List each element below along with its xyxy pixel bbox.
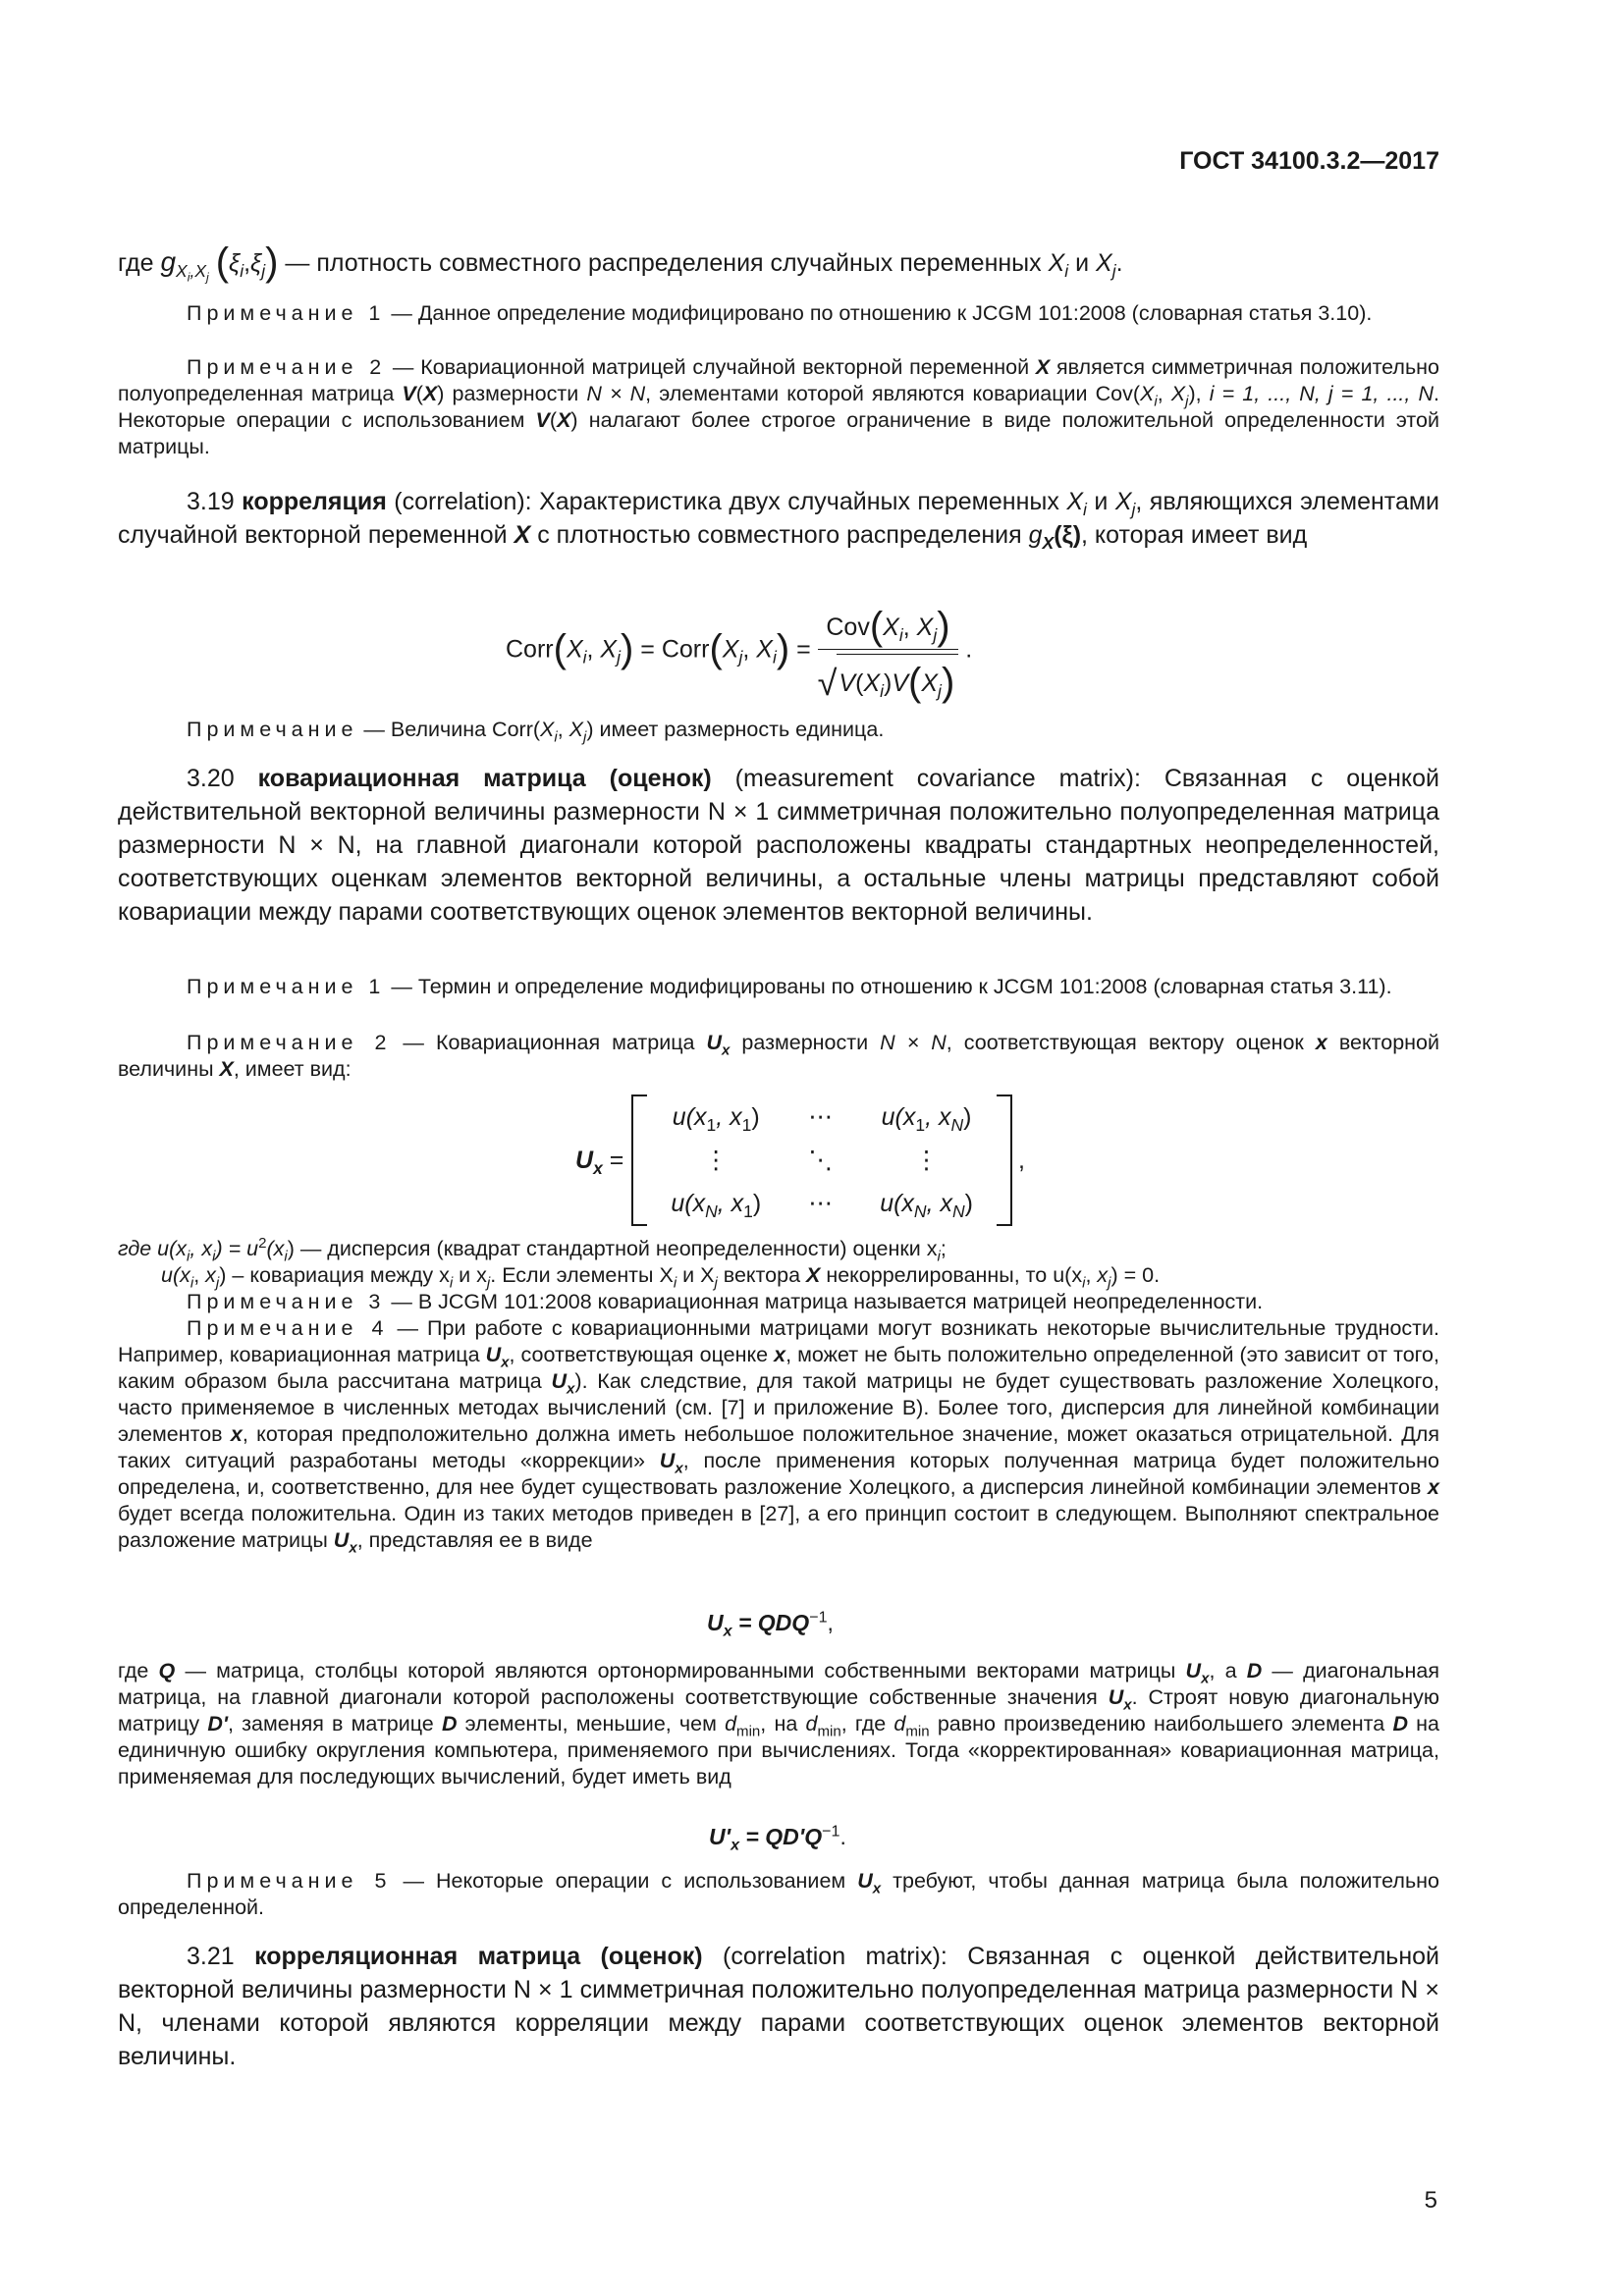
section-3-21: 3.21 корреляционная матрица (оценок) (correlation matrix): Связанная с оценкой действительной векторной величины размерности N × 1 симметричная положительно полуопределенная матрица размерности N × N, членами которой являются корреляции между парами соответствующих оценок элементов векторной величины. [118,1943,1439,2070]
note-correlation: Примечание — Величина $Corr(X_i$, $X_j$) имеет размерность единица. [187,718,885,746]
note-3-20-2: Примечание 2 — Ковариационная матрица $U_x$ размерности N × N, соответствующая вектору оценок x векторной величины X, имеет вид: [118,1031,1439,1081]
matrix-cell-3-3: $u(x_N$, $x_N$) [880,1190,973,1221]
corrected-matrix-formula: $U'_x = QD'Q^{-1}$. [709,1822,846,1854]
section-3-19: 3.19 корреляция (correlation): Характеристика двух случайных переменных $X_i$ и $X_j$, являющихся элементами случайной векторной переменной X с плотностью совместного распределения $g_X(\xi)$, которая имеет вид [118,488,1440,553]
correlation-formula: $Corr(X_i$, $X_j$) = $Corr(X_j$, $X_i$) = $\frac{Cov(X_i, X_j)}{√V(X_i)V(X_j)}$ . [506,601,972,701]
where-q-paragraph: где Q — матрица, столбцы которой являются ортонормированными собственными векторами матрицы $U_x$, а D — диагональная матрица, на главной диагонали которой расположены соответствующие собственные значения $U_x$. Строят новую диагональную матрицу D', заменяя в матрице D элементы, меньшие, чем $d_{min}$, на $d_{min}$, где $d_{min}$ равно произведению наибольшего элемента D на единичную ошибку округления компьютера, применяемого при вычислениях. Тогда «корректированная» ковариационная матрица, применяемая для последующих вычислений, будет иметь вид [118,1659,1439,1789]
where-u-line-2: $u(x_i$, $x_j$) – ковариация между $x_i$ и $x_j$. Если элементы $X_i$ и $X_j$ вектора X некоррелированны, то $u(x_i$, $x_j) = 0$. [161,1263,1161,1292]
matrix-cell-3-2: ⋯ [808,1190,834,1217]
page-number: 5 [1424,2187,1437,2214]
note-3-20-5: Примечание 5 — Некоторые операции с использованием $U_x$ требуют, чтобы данная матрица была положительно определенной. [118,1869,1439,1919]
matrix-cell-1-2: ⋯ [808,1103,834,1131]
matrix-cell-1-1: $u(x_1$, $x_1$) [672,1103,760,1135]
paragraph-where-g: где $g_{X_i,X_j}$ $(\xi_i,\xi_j)$ — плотность совместного распределения случайных переменных $X_i$ и $X_j$. [118,240,1123,285]
note-1: Примечание 1 — Данное определение модифицировано по отношению к JCGM 101:2008 (словарная статья 3.10). [187,301,1373,325]
note-3-20-1: Примечание 1 — Термин и определение модифицированы по отношению к JCGM 101:2008 (словарная статья 3.11). [187,975,1392,998]
matrix-cell-1-3: $u(x_1$, $x_N$) [881,1103,972,1135]
note-3-20-3: Примечание 3 — В JCGM 101:2008 ковариационная матрица называется матрицей неопределенности. [187,1290,1264,1313]
matrix-cell-2-2: ⋱ [808,1147,834,1174]
section-3-20: 3.20 ковариационная матрица (оценок) (measurement covariance matrix): Связанная с оценкой действительной векторной величины размерности N × 1 симметричная положительно полуопределенная матрица размерности N × N, на главной диагонали которой расположены квадраты стандартных неопределенностей, соответствующих оценкам элементов векторной величины, а остальные члены матрицы представляют собой ковариации между парами соответствующих оценок элементов векторной величины. [118,765,1440,926]
matrix-cell-2-1: ⋮ [703,1147,729,1174]
where-u-line-1: где $u(x_i$, $x_i) = u^2(x_i)$ — дисперсия (квадрат стандартной неопределенности) оценки $x_i$; [118,1234,947,1265]
spectral-decomposition-formula: $U_x = QDQ^{-1}$, [707,1608,834,1640]
standard-header: ГОСТ 34100.3.2—2017 [1179,147,1439,175]
matrix-cell-2-3: ⋮ [914,1147,940,1174]
note-2: Примечание 2 — Ковариационной матрицей случайной векторной переменной X является симметричная положительно полуопределенная матрица V(X) размерности N × N, элементами которой являются ковариации $Cov(X_i$, $X_j$), i = 1, ..., N, j = 1, ..., N. Некоторые операции с использованием V(X) налагают более строгое ограничение в виде положительной определенности этой матрицы. [118,355,1439,458]
covariance-matrix: $U_x$ = $u(x_1$, $x_1$) ⋯ $u(x_1$, $x_N$) ⋮ ⋱ ⋮ $u(x_N$, $x_1$) ⋯ $u(x_N$, $x_N$) , [574,1095,1026,1226]
note-3-20-4: Примечание 4 — При работе с ковариационными матрицами могут возникать некоторые вычислительные трудности. Например, ковариационная матрица $U_x$, соответствующая оценке x, может не быть положительно определенной (это зависит от того, каким образом была рассчитана матрица $U_x$). Как следствие, для такой матрицы не будет существовать разложение Холецкого, часто применяемое в численных методах вычислений (см. [7] и приложение В). Более того, дисперсия для линейной комбинации элементов x, которая предположительно должна иметь небольшое положительное значение, может оказаться отрицательной. Для таких ситуаций разработаны методы «коррекции» $U_x$, после применения которых полученная матрица будет положительно определена, и, соответственно, для нее будет существовать разложение Холецкого, а дисперсия линейной комбинации элементов x будет всегда положительна. Один из таких методов приведен в [27], а его принцип состоит в следующем. Выполняют спектральное разложение матрицы $U_x$, представляя ее в виде [118,1316,1439,1557]
matrix-cell-3-1: $u(x_N$, $x_1$) [671,1190,762,1221]
correlation-fraction: $\frac{Cov(X_i, X_j)}{√V(X_i)V(X_j)}$ [818,601,959,701]
